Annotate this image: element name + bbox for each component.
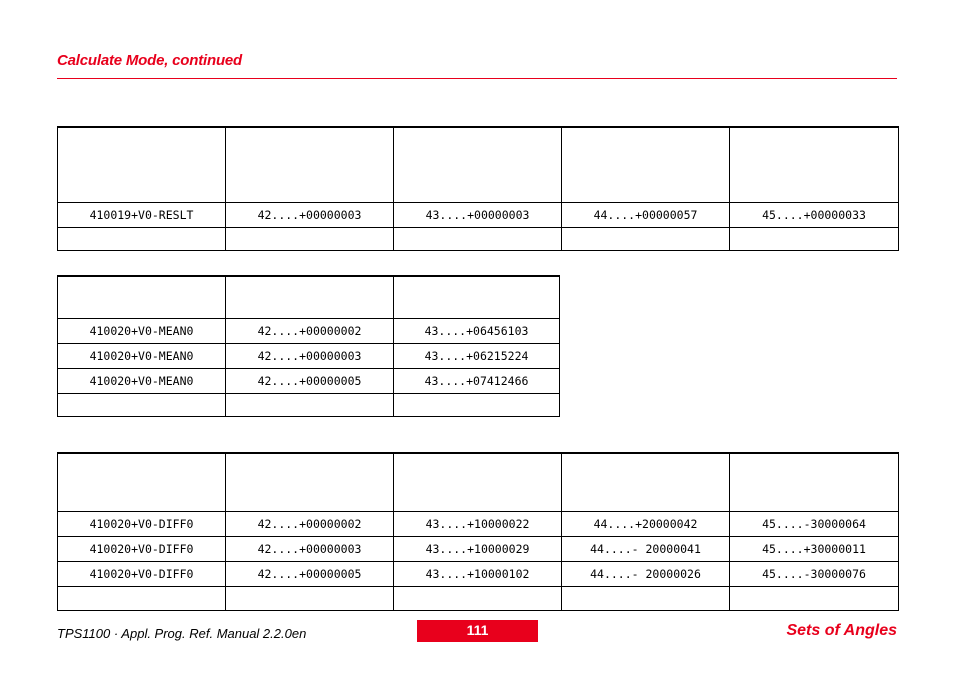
header-cell: [394, 453, 562, 511]
header-cell: [58, 127, 226, 202]
table-cell: [730, 227, 899, 250]
header-cell: [394, 127, 562, 202]
header-cell: [226, 127, 394, 202]
table-cell: [58, 393, 226, 416]
chapter-title: Sets of Angles: [786, 622, 897, 639]
table-cell: [58, 586, 226, 610]
table-cell: 45....-30000076: [730, 561, 899, 586]
table-cell: 410020+V0-DIFF0: [58, 561, 226, 586]
table-cell: 43....+10000022: [394, 511, 562, 536]
table-row: [58, 586, 899, 610]
table-cell: [562, 586, 730, 610]
header-cell: [730, 453, 899, 511]
header-cell: [226, 276, 394, 318]
table-cell: 42....+00000003: [226, 202, 394, 227]
table-cell: 42....+00000002: [226, 318, 394, 343]
table-cell: 45....+00000033: [730, 202, 899, 227]
table-row: [58, 561, 899, 586]
table-cell: 410019+V0-RESLT: [58, 202, 226, 227]
table-cell: [226, 227, 394, 250]
table-cell: 410020+V0-DIFF0: [58, 511, 226, 536]
table-cell: 42....+00000003: [226, 536, 394, 561]
table-header-row: [58, 276, 560, 318]
table-row: [58, 318, 560, 343]
table-cell: [226, 393, 394, 416]
table-cell: 410020+V0-MEAN0: [58, 343, 226, 368]
table-cell: 45....+30000011: [730, 536, 899, 561]
header-cell: [394, 276, 560, 318]
table-cell: 42....+00000002: [226, 511, 394, 536]
table-cell: [394, 393, 560, 416]
mean-table: [57, 275, 560, 417]
table-row: [58, 368, 560, 393]
table-cell: 43....+10000029: [394, 536, 562, 561]
table-cell: 44....+20000042: [562, 511, 730, 536]
page-number: 111: [417, 620, 538, 642]
section-title: Calculate Mode, continued: [57, 52, 243, 69]
table-row: [58, 511, 899, 536]
table-cell: 410020+V0-MEAN0: [58, 368, 226, 393]
result-table: [57, 126, 899, 251]
table-cell: 43....+06456103: [394, 318, 560, 343]
table-cell: 42....+00000005: [226, 368, 394, 393]
table-row: [58, 343, 560, 368]
header-rule: [57, 78, 897, 79]
table-cell: [562, 227, 730, 250]
table-cell: 44....- 20000041: [562, 536, 730, 561]
table-cell: 410020+V0-MEAN0: [58, 318, 226, 343]
table-cell: 42....+00000003: [226, 343, 394, 368]
table-cell: 42....+00000005: [226, 561, 394, 586]
table-cell: [730, 586, 899, 610]
manual-reference: TPS1100 · Appl. Prog. Ref. Manual 2.2.0en: [57, 626, 307, 641]
table-row: [58, 227, 899, 250]
table-cell: 43....+00000003: [394, 202, 562, 227]
difference-table: [57, 452, 899, 611]
table-cell: 43....+07412466: [394, 368, 560, 393]
table-row: [58, 393, 560, 416]
table-cell: 44....- 20000026: [562, 561, 730, 586]
table-row: [58, 536, 899, 561]
table-cell: [394, 586, 562, 610]
table-cell: 410020+V0-DIFF0: [58, 536, 226, 561]
table-cell: [58, 227, 226, 250]
table-row: [58, 202, 899, 227]
header-cell: [58, 453, 226, 511]
header-cell: [562, 453, 730, 511]
table-header-row: [58, 453, 899, 511]
table-cell: [394, 227, 562, 250]
table-cell: 43....+06215224: [394, 343, 560, 368]
header-cell: [58, 276, 226, 318]
header-cell: [730, 127, 899, 202]
table-cell: [226, 586, 394, 610]
header-cell: [226, 453, 394, 511]
table-cell: 44....+00000057: [562, 202, 730, 227]
header-cell: [562, 127, 730, 202]
table-cell: 43....+10000102: [394, 561, 562, 586]
table-cell: 45....-30000064: [730, 511, 899, 536]
table-header-row: [58, 127, 899, 202]
